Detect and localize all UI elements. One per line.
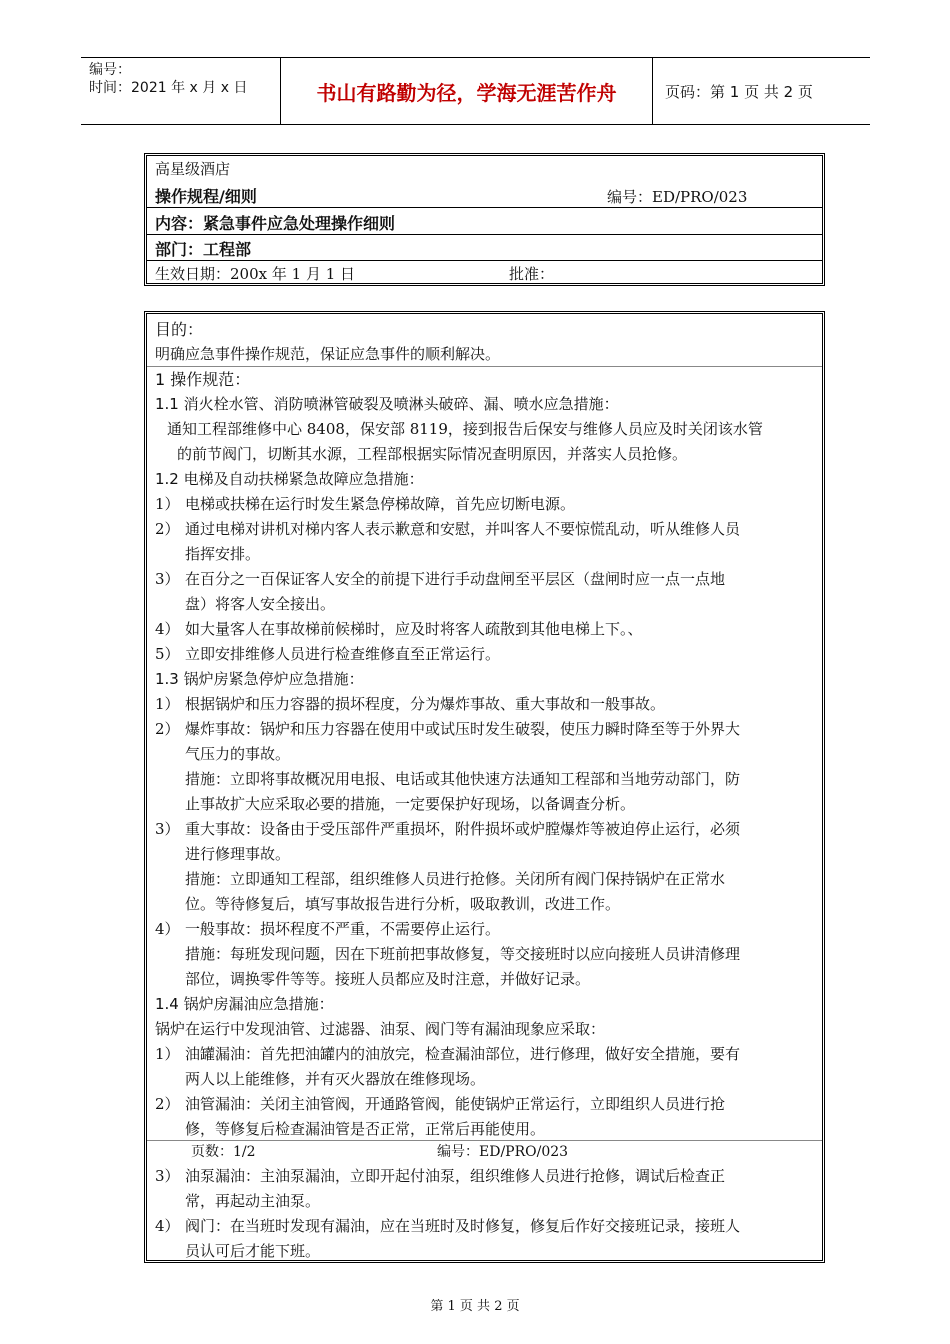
paragraph: 通知工程部维修中心 8408，保安部 8119，接到报告后保安与维修人员应及时关闭该水管 bbox=[167, 420, 763, 438]
section-1-4-title: 1.4 锅炉房漏油应急措施： bbox=[155, 995, 334, 1013]
header-code-label: 编号： bbox=[89, 62, 131, 78]
section-1-3-title: 1.3 锅炉房紧急停炉应急措施： bbox=[155, 670, 364, 688]
doc-type-row bbox=[147, 182, 822, 208]
header-motto: 书山有路勤为径，学海无涯苦作舟 bbox=[281, 58, 653, 124]
content-title: 内容：紧急事件应急处理操作细则 bbox=[155, 214, 396, 233]
section-1-title: 1 操作规范： bbox=[155, 370, 251, 389]
doc-number: 编号：ED/PRO/023 bbox=[607, 188, 748, 206]
header-meta bbox=[81, 58, 281, 124]
content-box: 目的： 明确应急事件操作规范，保证应急事件的顺利解决。 1 操作规范： 1.1 消火栓水管、消防喷淋管破裂及喷淋头破碎、漏、喷水应急措施： 通知工程部维修中心 8408，保安部 8119，接到报告后保安与维修人员应及时关闭该水管 的前节阀门，切断其水源，工程部根据实际情况查明原因，并落实人员抢修。 1.2 电梯及自动扶梯紧急故障应急措施： 1） 电梯或扶梯在运行时发生紧急停梯故障，首先应切断电源。 2） 通过电梯对讲机对梯内客人表示歉意和安慰，并叫客人不要惊慌乱动，听从维修人员 指挥安排。 3） 在百分之一百保证客人安全的前提下进行手动盘闸至平层区（盘闸时应一点一点地 盘）将客人安全接出。 4） 如大量客人在事故梯前候梯时，应及时将客人疏散到其他电梯上下。、 5） 立即安排维修人员进行检查维修直至正常运行。 1.3 锅炉房紧急停炉应急措施： 1） 根据锅炉和压力容器的损坏程度，分为爆炸事故、重大事故和一般事故。 2） 爆炸事故：锅炉和压力容器在使用中或试压时发生破裂，使压力瞬时降至等于外界大 气压力的事故。 措施：立即将事故概况用电报、电话或其他快速方法通知工程部和当地劳动部门，防 止事故扩大应采取必要的措施，一定要保护好现场，以备调查分析。 3） 重大事故：设备由于受压部件严重损坏，附件损坏或炉膛爆炸等被迫停止运行，必须 进行修理事故。 措施：立即通知工程部，组织维修人员进行抢修。关闭所有阀门保持锅炉在正常水 位。等待修复后，填写事故报告进行分析，吸取教训，改进工作。 4） 一般事故：损坏程度不严重，不需要停止运行。 措施：每班发现问题，因在下班前把事故修复，等交接班时以应向接班人员讲清修理 部位，调换零件等等。接班人员都应及时注意，并做好记录。 1.4 锅炉房漏油应急措施： 锅炉在运行中发现油管、过滤器、油泵、阀门等有漏油现象应采取： 1） 油罐漏油：首先把油罐内的油放完，检查漏油部位，进行修理，做好安全措施，要有 两人以上能维修，并有灭火器放在维修现场。 2） 油管漏油：关闭主油管阀，开通路管阀，能使锅炉正常运行，立即组织人员进行抢 修，等修复后检查漏油管是否正常，正常后再能使用。 页数：1/2 编号：ED/PRO/023 3） 油泵漏油：主油泵漏油，立即开起付油泵，组织维修人员进行抢修，调试后检查正 常，再起动主油泵。 4） 阀门：在当班时发现有漏油，应在当班时及时修复，修复后作好交接班记录，接班人 员认可后才能下班。 bbox=[144, 311, 825, 1263]
purpose-title: 目的： bbox=[155, 320, 204, 339]
header-time: 时间：2021 年 x 月 x 日 bbox=[89, 80, 248, 96]
department: 部门：工程部 bbox=[155, 240, 252, 259]
dept-row bbox=[147, 235, 822, 261]
hotel-name: 高星级酒店 bbox=[155, 160, 231, 178]
page-header bbox=[81, 57, 870, 125]
effective-date: 生效日期：200x 年 1 月 1 日 bbox=[155, 265, 356, 283]
purpose-text: 明确应急事件操作规范，保证应急事件的顺利解决。 bbox=[155, 345, 501, 363]
document-info-table bbox=[144, 153, 825, 286]
divider bbox=[147, 1140, 822, 1141]
section-1-2-title: 1.2 电梯及自动扶梯紧急故障应急措施： bbox=[155, 470, 424, 488]
inner-doc-number: 编号：ED/PRO/023 bbox=[437, 1144, 569, 1160]
effective-row bbox=[147, 261, 822, 285]
content-row bbox=[147, 209, 822, 235]
divider bbox=[147, 366, 822, 367]
approval: 批准： bbox=[509, 265, 555, 283]
doc-type: 操作规程/细则 bbox=[155, 187, 257, 206]
paragraph: 的前节阀门，切断其水源，工程部根据实际情况查明原因，并落实人员抢修。 bbox=[177, 445, 688, 463]
paragraph: 锅炉在运行中发现油管、过滤器、油泵、阀门等有漏油现象应采取： bbox=[155, 1020, 606, 1038]
header-page-number: 页码：第 1 页 共 2 页 bbox=[665, 82, 813, 101]
inner-page-count: 页数：1/2 bbox=[191, 1144, 256, 1160]
section-1-1-title: 1.1 消火栓水管、消防喷淋管破裂及喷淋头破碎、漏、喷水应急措施： bbox=[155, 395, 619, 413]
page-footer: 第 1 页 共 2 页 bbox=[430, 1299, 520, 1314]
